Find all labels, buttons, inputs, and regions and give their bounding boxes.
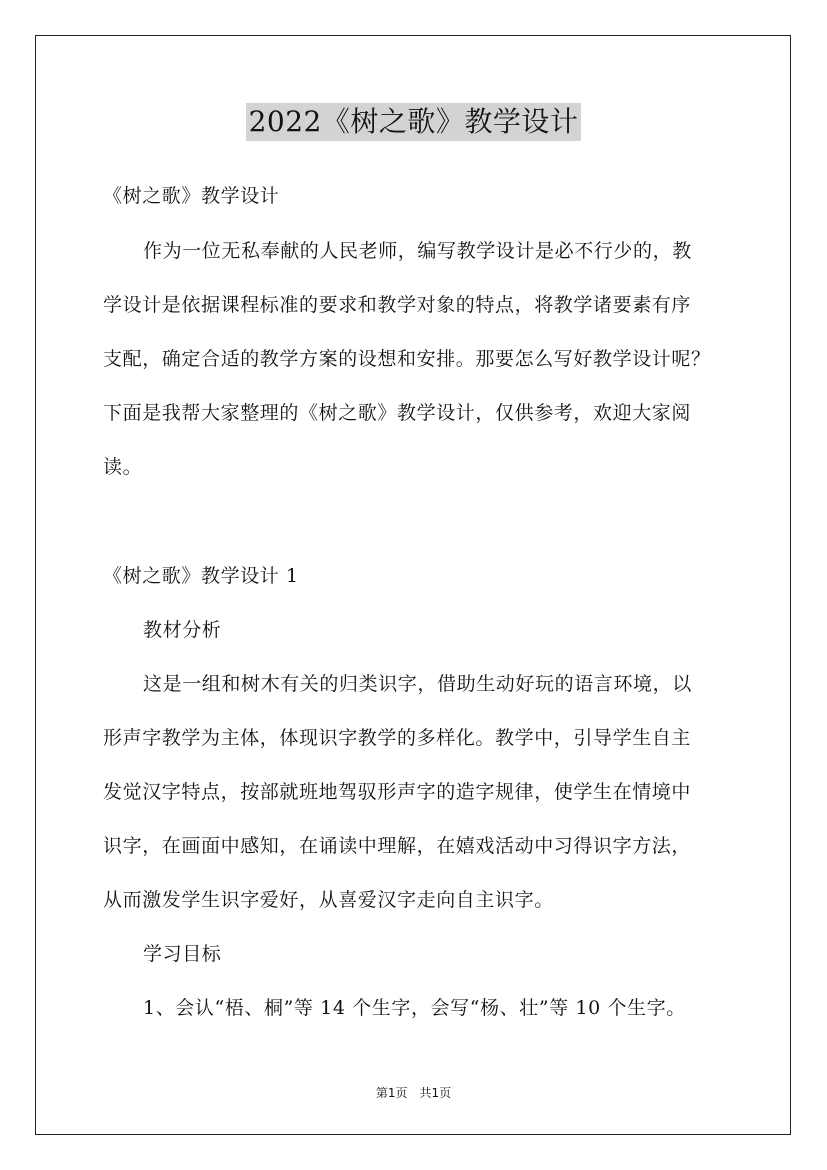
section-1-heading: 《树之歌》教学设计 1	[103, 565, 299, 587]
document-title: 2022《树之歌》教学设计	[246, 103, 582, 141]
goals-heading: 学习目标	[143, 943, 222, 965]
analysis-line-1: 这是一组和树木有关的归类识字，借助生动好玩的语言环境，以	[143, 673, 692, 695]
analysis-line-5: 从而激发学生识字爱好，从喜爱汉字走向自主识字。	[103, 889, 554, 911]
intro-line-5: 读。	[103, 456, 143, 478]
analysis-line-2: 形声字教学为主体，体现识字教学的多样化。教学中，引导学生自主	[103, 727, 692, 749]
intro-line-1: 作为一位无私奉献的人民老师，编写教学设计是必不行少的，教	[143, 240, 692, 262]
intro-line-4: 下面是我帮大家整理的《树之歌》教学设计，仅供参考，欢迎大家阅	[103, 402, 692, 424]
intro-line-3: 支配，确定合适的教学方案的设想和安排。那要怎么写好教学设计呢？	[103, 348, 711, 370]
analysis-heading: 教材分析	[143, 619, 222, 641]
goal-item-1: 1、会认“梧、桐”等 14 个生字，会写“杨、壮”等 10 个生字。	[143, 997, 686, 1019]
analysis-line-4: 识字，在画面中感知，在诵读中理解，在嬉戏活动中习得识字方法，	[103, 835, 692, 857]
intro-line-2: 学设计是依据课程标准的要求和教学对象的特点，将教学诸要素有序	[103, 294, 692, 316]
title-wrap	[0, 103, 827, 141]
document-subtitle: 《树之歌》教学设计	[103, 185, 280, 207]
analysis-line-3: 发觉汉字特点，按部就班地驾驭形声字的造字规律，使学生在情境中	[103, 781, 692, 803]
page-number: 第1页 共1页	[375, 1086, 452, 1100]
